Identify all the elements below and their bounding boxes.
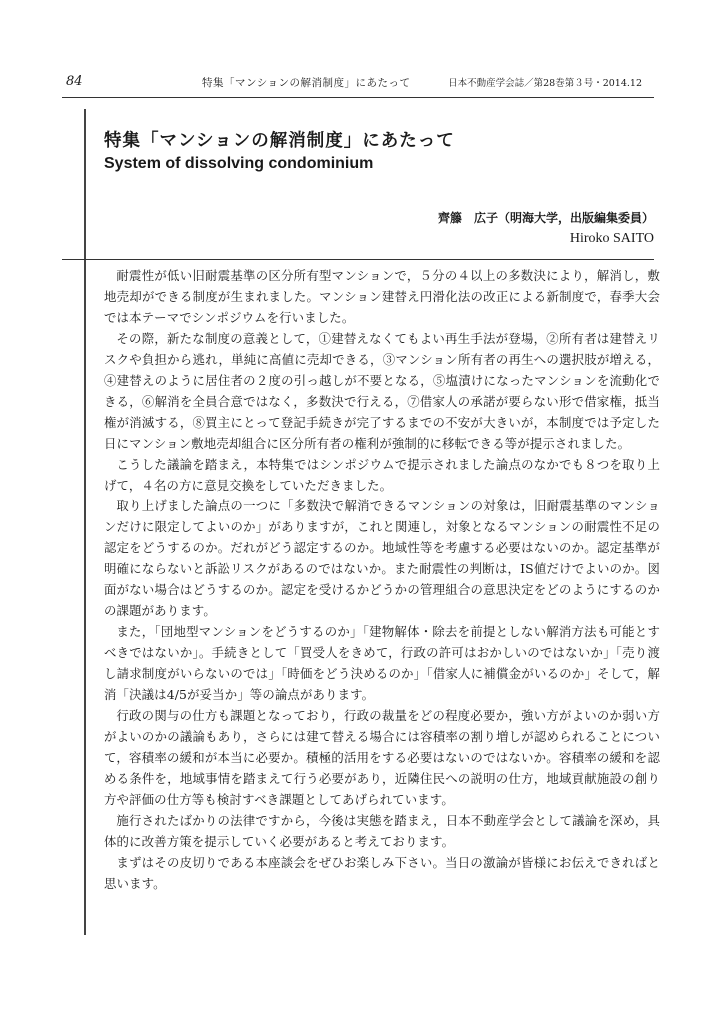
journal-issue: 日本不動産学会誌／第28巻第３号・2014.12 bbox=[448, 78, 642, 89]
author-name-ja: 齊籐 広子（明海大学，出版編集委員） bbox=[437, 211, 654, 225]
author-name-en: Hiroko SAITO bbox=[569, 231, 654, 246]
header-rule bbox=[62, 97, 654, 98]
body-paragraph: 耐震性が低い旧耐震基準の区分所有型マンションで，５分の４以上の多数決により，解消し，敷地売却ができる制度が生まれました。マンション建替え円滑化法の改正による新制度で，春季大会では本テーマでシンポジウムを行いました。 bbox=[104, 268, 660, 325]
article-body bbox=[104, 266, 660, 895]
article-title-en: System of dissolving condominium bbox=[104, 155, 374, 172]
body-paragraph: こうした議論を踏まえ，本特集ではシンポジウムで提示されました論点のなかでも８つを取り上げて，４名の方に意見交換をしていただきました。 bbox=[104, 456, 660, 493]
body-paragraph: 取り上げました論点の一つに「多数決で解消できるマンションの対象は，旧耐震基準のマンションだけに限定してよいのか」がありますが，これと関連し，対象となるマンションの耐震性不足の認定をどうするのか。だれがどう認定するのか。地域性等を考慮する必要はないのか。認定基準が明確にならないと訴訟リスクがあるのではないか。また耐震性の判断は，IS値だけでよいのか。図面がない場合はどうするのか。認定を受けるかどうかの管理組合の意思決定をどのようにするのかの課題があります。 bbox=[104, 498, 660, 619]
body-paragraph: また，「団地型マンションをどうするのか」「建物解体・除去を前提としない解消方法も可能とすべきではないか」。手続きとして「買受人をきめて，行政の許可はおかしいのではないか」「売り渡し請求制度がいらないのでは」「時価をどう決めるのか」「借家人に補償金がいるのか」そして，解消「決議は4/5が妥当か」等の論点があります。 bbox=[104, 624, 660, 703]
body-paragraph: 施行されたばかりの法律ですから，今後は実態を踏まえ，日本不動産学会として議論を深め，具体的に改善方策を提示していく必要があると考えております。 bbox=[104, 812, 660, 849]
running-header bbox=[62, 74, 654, 94]
article-title-ja: 特集「マンションの解消制度」にあたって bbox=[104, 131, 455, 151]
title-block bbox=[104, 130, 664, 174]
left-margin-bar bbox=[84, 109, 86, 935]
section-rule bbox=[62, 259, 654, 260]
body-paragraph: 行政の関与の仕方も課題となっており，行政の裁量をどの程度必要か，強い方がよいのか弱い方がよいのかの議論もあり，さらには建て替える場合には容積率の割り増しが認められることについて，容積率の緩和が本当に必要か。積極的活用をする必要はないのではないか。容積率の緩和を認める条件を，地域事情を踏まえて行う必要があり，近隣住民への説明の仕方，地域貢献施設の創り方や評価の仕方等も検討すべき課題としてあげられています。 bbox=[104, 708, 660, 807]
page-number: 84 bbox=[66, 74, 83, 89]
body-paragraph: まずはその皮切りである本座談会をぜひお楽しみ下さい。当日の激論が皆様にお伝えできればと思います。 bbox=[104, 854, 660, 891]
body-paragraph: その際，新たな制度の意義として，①建替えなくてもよい再生手法が登場，②所有者は建替えリスクや負担から逃れ，単純に高値に売却できる，③マンション所有者の再生への選択肢が増える，④建替えのように居住者の２度の引っ越しが不要となる，⑤塩漬けになったマンションを流動化できる，⑥解消を全員合意ではなく，多数決で行える，⑦借家人の承諾が要らない形で借家権，抵当権が消滅する，⑧買主にとって登記手続きが完了するまでの不安が大きいが，本制度では予定した日にマンション敷地売却組合に区分所有者の権利が強制的に移転できる等が提示されました。 bbox=[104, 330, 660, 451]
running-title: 特集「マンションの解消制度」にあたって bbox=[202, 77, 411, 89]
